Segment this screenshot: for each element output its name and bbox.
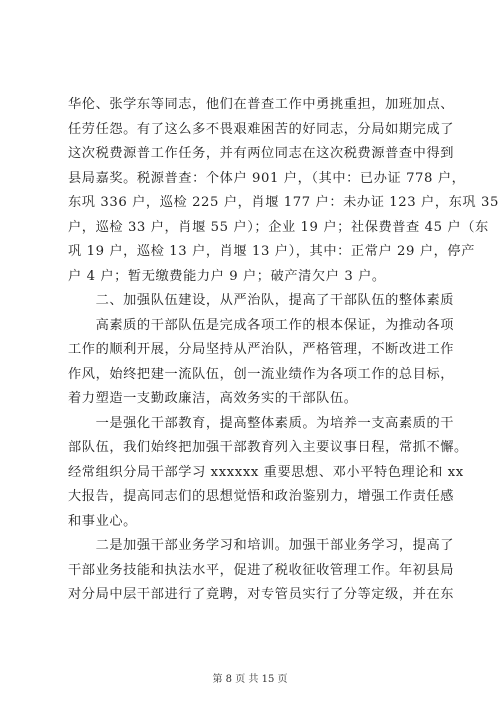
body-text [68, 93, 499, 608]
text-line: 干部业务技能和执法水平，促进了税收征收管理工作。年初县局 [68, 562, 455, 578]
text-line: 一是强化干部教育，提高整体素质。为培养一支高素质的干 [68, 415, 455, 431]
text-line: 华伦、张学东等同志，他们在普查工作中勇挑重担，加班加点、 [68, 97, 455, 112]
text-line: 东巩 336 户，巡检 225 户，肖堰 177 户：未办证 123 户，东巩 35 [68, 195, 499, 210]
text-line: 经常组织分局干部学习 xxxxxx 重要思想、邓小平特色理论和 xx [68, 464, 464, 480]
text-line: 巩 19 户，巡检 13 户，肖堰 13 户），其中：正常户 29 户，停产 [68, 244, 475, 259]
text-line: 工作的顺利开展，分局坚持从严治队，严格管理，不断改进工作 [68, 342, 455, 357]
text-line: 部队伍，我们始终把加强干部教育列入主要议事日程，常抓不懈。 [68, 440, 468, 455]
text-line: 二、加强队伍建设，从严治队，提高了干部队伍的整体素质 [68, 293, 455, 308]
text-line: 和事业心。 [68, 513, 137, 529]
text-line: 大报告，提高同志们的思想觉悟和政治鉴别力，增强工作责任感 [68, 489, 455, 504]
text-line: 作风，始终把建一流队伍，创一流业绩作为各项工作的总目标， [68, 366, 455, 382]
text-line: 户 4 户；暂无缴费能力户 9 户；破产清欠户 3 户。 [68, 268, 386, 284]
text-line: 这次税费源普工作任务，并有两位同志在这次税费源普查中得到 [68, 146, 455, 161]
text-line: 户，巡检 33 户，肖堰 55 户）；企业 19 户；社保费普查 45 户（东 [68, 219, 489, 235]
text-line: 县局嘉奖。税源普查：个体户 901 户，（其中：已办证 778 户， [68, 170, 466, 186]
text-line: 二是加强干部业务学习和培训。加强干部业务学习，提高了 [68, 538, 455, 553]
page-footer: 第 8 页 共 15 页 [212, 674, 288, 685]
text-line: 对分局中层干部进行了竟聘，对专管员实行了分等定级，并在东 [68, 587, 455, 602]
text-line: 任劳任怨。有了这么多不畏艰难困苦的好同志，分局如期完成了 [68, 121, 455, 137]
text-line: 着力塑造一支勤政廉洁，高效务实的干部队伍。 [68, 391, 358, 406]
text-line: 高素质的干部队伍是完成各项工作的根本保证，为推动各项 [68, 317, 455, 333]
